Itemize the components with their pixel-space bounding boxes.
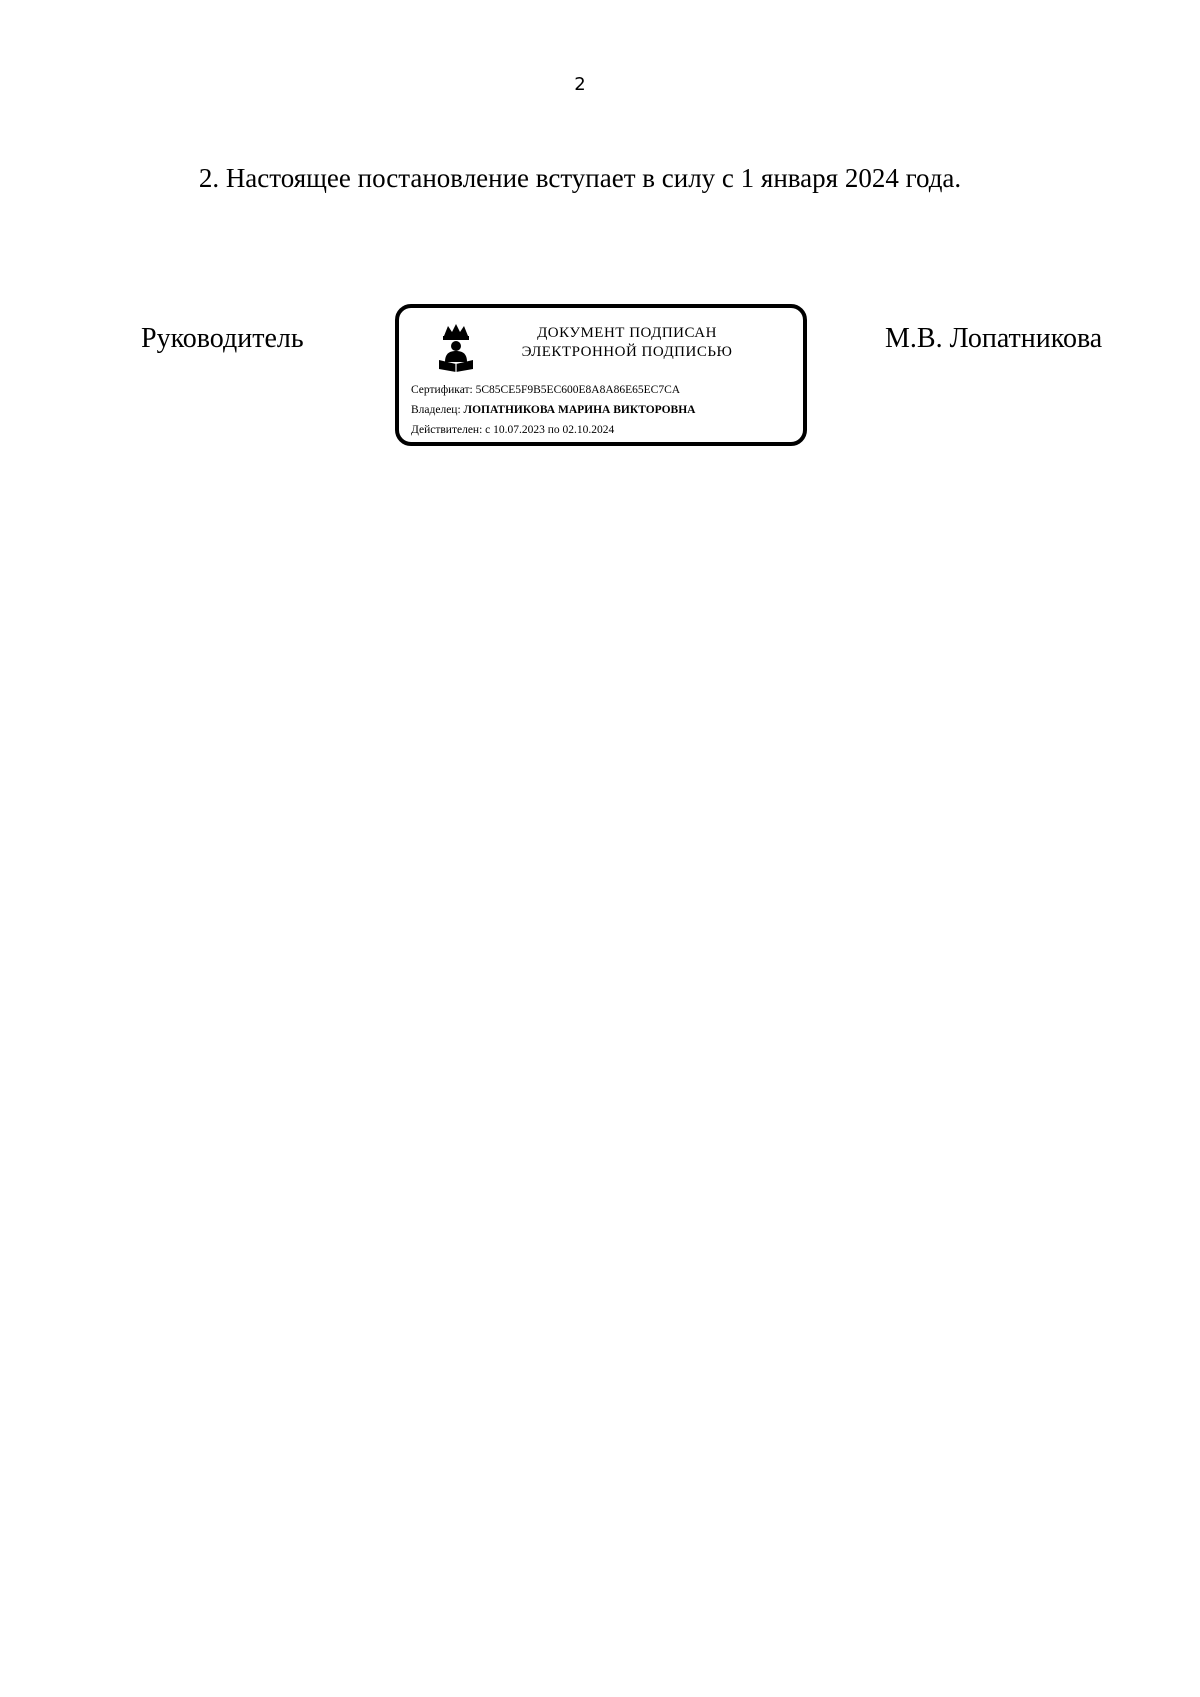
page-number: 2 xyxy=(574,74,586,95)
stamp-heading xyxy=(497,324,757,362)
certificate-value: 5C85CE5F9B5EC600E8A8A86E65EC7CA xyxy=(475,384,681,396)
stamp-heading-line-2: ЭЛЕКТРОННОЙ ПОДПИСЬЮ xyxy=(521,344,733,360)
owner-value: ЛОПАТНИКОВА МАРИНА ВИКТОРОВНА xyxy=(463,404,696,416)
paragraph-effective-date: 2. Настоящее постановление вступает в силу с 1 января 2024 года. xyxy=(198,163,962,193)
certificate-label: Сертификат: xyxy=(411,384,473,396)
signatory-name: М.В. Лопатникова xyxy=(885,323,1103,354)
electronic-signature-stamp xyxy=(395,304,807,446)
stamp-details xyxy=(411,380,796,440)
stamp-validity-line: Действителен: с 10.07.2023 по 02.10.2024 xyxy=(411,424,615,436)
signatory-title: Руководитель xyxy=(141,323,304,354)
coat-of-arms-emblem-icon xyxy=(433,322,479,372)
stamp-heading-line-1: ДОКУМЕНТ ПОДПИСАН xyxy=(537,325,717,341)
stamp-certificate-line xyxy=(411,380,796,400)
stamp-owner-line xyxy=(411,400,796,420)
owner-label: Владелец: xyxy=(411,404,461,416)
